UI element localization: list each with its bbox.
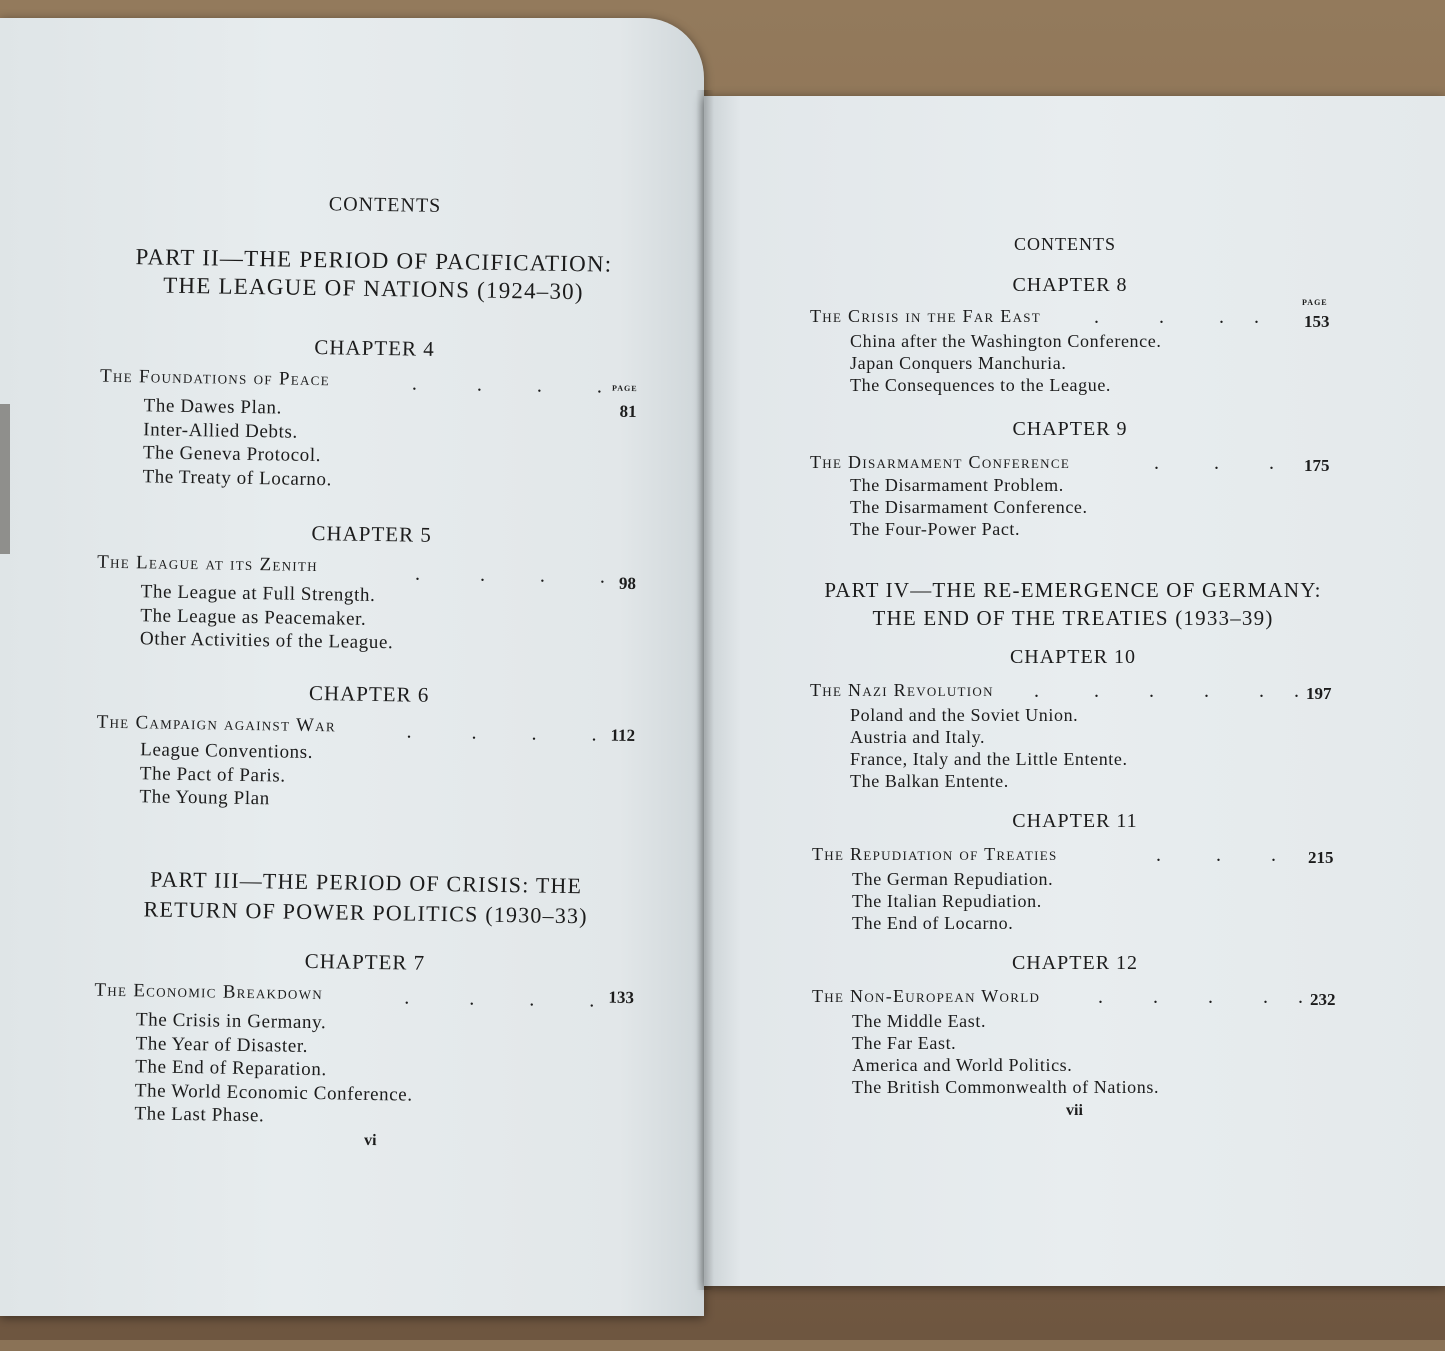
leader-dots: . . . bbox=[1156, 844, 1276, 866]
chapter-title: The Campaign against War bbox=[96, 711, 337, 737]
page-number: 232 bbox=[1310, 990, 1336, 1009]
section-item: The Italian Repudiation. bbox=[852, 891, 1042, 911]
leader-dots: . . . . bbox=[404, 986, 595, 1012]
chapter-heading: CHAPTER 4 bbox=[314, 334, 435, 361]
part-heading-line-1: PART II—THE PERIOD OF PACIFICATION: bbox=[135, 244, 613, 277]
chapter-title: The Non-European World bbox=[812, 986, 1041, 1006]
chapter-heading: CHAPTER 9 bbox=[1012, 418, 1128, 440]
leader-dots: . . . . bbox=[406, 720, 597, 746]
chapter-heading: CHAPTER 7 bbox=[304, 948, 426, 975]
chapter-title: The Foundations of Peace bbox=[99, 365, 331, 391]
chapter-heading: CHAPTER 11 bbox=[1012, 810, 1138, 832]
page-number: 81 bbox=[619, 401, 637, 422]
section-list bbox=[852, 1010, 1159, 1098]
leader-dots: . . . . . bbox=[1098, 986, 1303, 1008]
section-item: The Pact of Paris. bbox=[139, 762, 286, 787]
page-number: 175 bbox=[1304, 456, 1330, 475]
section-list bbox=[850, 474, 1088, 540]
section-item: The World Economic Conference. bbox=[134, 1079, 413, 1106]
part-heading-line-2: RETURN OF POWER POLITICS (1930–33) bbox=[143, 896, 588, 929]
part-heading-line-1: PART III—THE PERIOD OF CRISIS: THE bbox=[149, 866, 583, 899]
chapter-title: The Crisis in the Far East bbox=[810, 306, 1042, 326]
section-item: The Consequences to the League. bbox=[850, 375, 1112, 395]
section-item: The Far East. bbox=[852, 1033, 957, 1053]
leader-dots: . . . . bbox=[1094, 306, 1259, 328]
contents-heading: CONTENTS bbox=[328, 193, 442, 217]
chapter-title: The League at its Zenith bbox=[97, 551, 319, 577]
leader-dots: . . . . bbox=[411, 372, 603, 398]
page-number: 215 bbox=[1308, 848, 1334, 867]
section-item: America and World Politics. bbox=[852, 1055, 1073, 1075]
chapter-title: The Disarmament Conference bbox=[810, 452, 1071, 472]
chapter-title: The Economic Breakdown bbox=[94, 979, 324, 1005]
leader-dots: . . . bbox=[1154, 452, 1274, 474]
section-item: The Treaty of Locarno. bbox=[142, 465, 333, 490]
page-column-label: PAGE bbox=[611, 383, 638, 394]
section-item: Japan Conquers Manchuria. bbox=[850, 353, 1067, 373]
section-item: The Disarmament Problem. bbox=[850, 475, 1064, 495]
chapter-heading: CHAPTER 8 bbox=[1012, 274, 1128, 296]
section-item: The Four-Power Pact. bbox=[850, 519, 1021, 539]
chapter-title: The Repudiation of Treaties bbox=[812, 844, 1058, 864]
section-item: China after the Washington Conference. bbox=[850, 331, 1162, 351]
section-item: The Last Phase. bbox=[134, 1103, 265, 1127]
page-number: 112 bbox=[610, 725, 636, 746]
section-item: Other Activities of the League. bbox=[139, 628, 394, 654]
chapter-heading: CHAPTER 10 bbox=[1009, 646, 1137, 668]
part-heading-line-1: PART IV—THE RE-EMERGENCE OF GERMANY: bbox=[824, 578, 1322, 602]
leader-dots: . . . . . . bbox=[1034, 680, 1299, 702]
section-item: The Geneva Protocol. bbox=[142, 442, 322, 467]
section-item: The British Commonwealth of Nations. bbox=[852, 1077, 1160, 1097]
section-item: The German Repudiation. bbox=[852, 869, 1054, 889]
page-number: 197 bbox=[1306, 684, 1332, 703]
chapter-heading: CHAPTER 12 bbox=[1011, 952, 1139, 974]
chapter-title: The Nazi Revolution bbox=[810, 680, 994, 700]
page-column-label: PAGE bbox=[1302, 298, 1328, 307]
section-item: The League as Peacemaker. bbox=[140, 604, 367, 630]
section-item: The Balkan Entente. bbox=[850, 771, 1009, 791]
section-list bbox=[850, 330, 1161, 396]
section-item: League Conventions. bbox=[140, 739, 314, 764]
section-list bbox=[850, 704, 1128, 792]
page-number: 98 bbox=[618, 573, 637, 594]
section-item: The Disarmament Conference. bbox=[850, 497, 1088, 517]
section-item: The End of Reparation. bbox=[135, 1056, 327, 1081]
chapter-heading: CHAPTER 6 bbox=[308, 680, 430, 707]
section-item: The Young Plan bbox=[139, 786, 270, 810]
section-item: France, Italy and the Little Entente. bbox=[850, 749, 1128, 769]
section-item: The Dawes Plan. bbox=[143, 395, 283, 419]
part-heading bbox=[806, 578, 1340, 631]
folio: vi bbox=[363, 1131, 377, 1150]
section-item: The End of Locarno. bbox=[852, 913, 1014, 933]
contents-heading: CONTENTS bbox=[1014, 234, 1116, 254]
section-item: Poland and the Soviet Union. bbox=[850, 705, 1079, 725]
part-heading-line-2: THE LEAGUE OF NATIONS (1924–30) bbox=[163, 272, 584, 305]
section-item: Austria and Italy. bbox=[850, 727, 986, 747]
section-item: The Middle East. bbox=[852, 1011, 987, 1031]
section-item: Inter-Allied Debts. bbox=[143, 418, 298, 443]
folio: vii bbox=[1066, 1102, 1083, 1119]
section-item: The League at Full Strength. bbox=[140, 581, 376, 606]
page-number: 133 bbox=[608, 987, 635, 1008]
section-item: The Year of Disaster. bbox=[135, 1032, 309, 1057]
chapter-heading: CHAPTER 5 bbox=[311, 520, 433, 547]
part-heading-line-2: THE END OF THE TREATIES (1933–39) bbox=[872, 606, 1274, 630]
section-item: The Crisis in Germany. bbox=[135, 1009, 327, 1034]
section-list bbox=[852, 868, 1053, 934]
leader-dots: . . . . bbox=[414, 562, 606, 588]
page-number: 153 bbox=[1304, 312, 1330, 331]
